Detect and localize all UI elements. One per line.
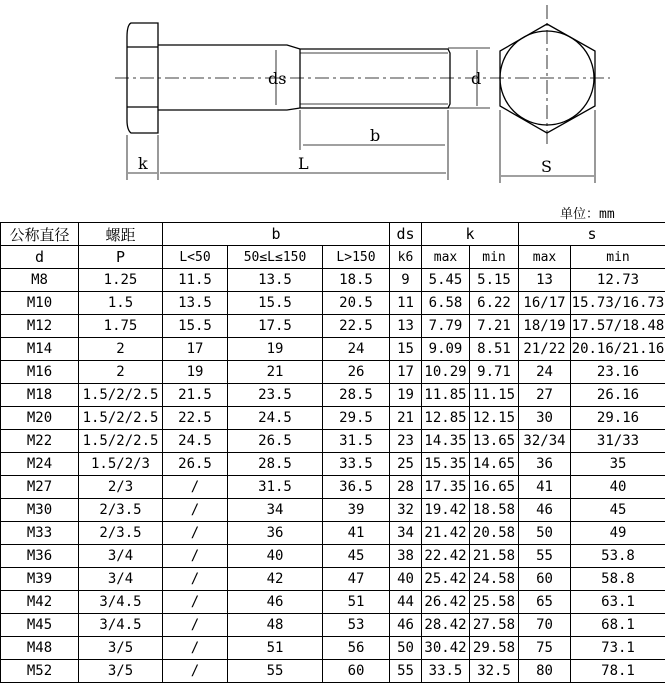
table-cell: 48 (228, 614, 323, 637)
table-cell: 14.65 (470, 453, 519, 476)
table-cell: / (163, 545, 228, 568)
table-cell: 22.5 (323, 315, 390, 338)
table-cell: 17 (163, 338, 228, 361)
table-cell: 33.5 (323, 453, 390, 476)
table-cell: 12.15 (470, 407, 519, 430)
table-cell: 70 (519, 614, 571, 637)
table-cell: 42 (228, 568, 323, 591)
table-cell: 15 (390, 338, 422, 361)
unit-label: 单位：mm (560, 203, 615, 222)
table-cell: 24 (519, 361, 571, 384)
table-row (1, 453, 665, 476)
S-label: S (541, 157, 552, 176)
table-cell: 46 (228, 591, 323, 614)
table-cell: 13.5 (228, 269, 323, 292)
table-cell: 15.5 (163, 315, 228, 338)
table-cell: 19.42 (422, 499, 470, 522)
header-k: k (422, 223, 519, 246)
table-cell: 45 (323, 545, 390, 568)
table-cell: 3/4 (79, 545, 163, 568)
table-cell: 40 (228, 545, 323, 568)
table-cell: 45 (571, 499, 665, 522)
header-p-top: 螺距 (79, 223, 163, 246)
header-s-sub: max (519, 246, 571, 269)
table-row (1, 315, 665, 338)
table-cell: 19 (228, 338, 323, 361)
table-cell: / (163, 591, 228, 614)
table-cell: 20.58 (470, 522, 519, 545)
hex-end-view (500, 24, 595, 133)
table-row (1, 384, 665, 407)
table-cell: 75 (519, 637, 571, 660)
table-cell: / (163, 660, 228, 683)
table-cell: 1.5/2/3 (79, 453, 163, 476)
table-row (1, 545, 665, 568)
table-cell: 53 (323, 614, 390, 637)
table-cell: / (163, 568, 228, 591)
table-cell: 23.5 (228, 384, 323, 407)
table-cell: M45 (1, 614, 79, 637)
table-cell: 21 (390, 407, 422, 430)
table-cell: 22.42 (422, 545, 470, 568)
table-cell: 24.5 (163, 430, 228, 453)
table-cell: 3/5 (79, 660, 163, 683)
table-row (1, 614, 665, 637)
table-cell: 41 (519, 476, 571, 499)
table-cell: 1.25 (79, 269, 163, 292)
table-cell: 68.1 (571, 614, 665, 637)
table-cell: 1.5/2/2.5 (79, 407, 163, 430)
table-cell: 2/3.5 (79, 499, 163, 522)
table-cell: 3/4.5 (79, 614, 163, 637)
table-cell: 2 (79, 338, 163, 361)
table-cell: M24 (1, 453, 79, 476)
table-cell: 11.5 (163, 269, 228, 292)
table-cell: 16/17 (519, 292, 571, 315)
table-cell: 9.71 (470, 361, 519, 384)
header-k-sub: max (422, 246, 470, 269)
table-cell: 38 (390, 545, 422, 568)
table-cell: 50 (519, 522, 571, 545)
table-row (1, 338, 665, 361)
table-cell: 23.16 (571, 361, 665, 384)
table-cell: 21 (228, 361, 323, 384)
table-cell: 15.5 (228, 292, 323, 315)
table-cell: 26.16 (571, 384, 665, 407)
table-cell: 78.1 (571, 660, 665, 683)
table-cell: / (163, 522, 228, 545)
table-cell: 55 (390, 660, 422, 683)
table-cell: 31/33 (571, 430, 665, 453)
table-cell: 11.85 (422, 384, 470, 407)
table-cell: 40 (390, 568, 422, 591)
table-cell: 60 (323, 660, 390, 683)
table-cell: 31.5 (323, 430, 390, 453)
table-cell: 1.5 (79, 292, 163, 315)
table-row (1, 499, 665, 522)
table-cell: 7.79 (422, 315, 470, 338)
table-cell: 36 (228, 522, 323, 545)
table-row (1, 269, 665, 292)
table-cell: 1.5/2/2.5 (79, 430, 163, 453)
table-cell: 55 (228, 660, 323, 683)
table-row (1, 361, 665, 384)
table-cell: 24.58 (470, 568, 519, 591)
table-cell: 50 (390, 637, 422, 660)
table-cell: 40 (571, 476, 665, 499)
table-cell: 19 (163, 361, 228, 384)
table-cell: 11 (390, 292, 422, 315)
table-cell: 26.5 (163, 453, 228, 476)
table-cell: 17 (390, 361, 422, 384)
table-row (1, 568, 665, 591)
k-label: k (138, 154, 148, 173)
table-cell: 25 (390, 453, 422, 476)
table-cell: 28 (390, 476, 422, 499)
table-cell: M12 (1, 315, 79, 338)
table-cell: 51 (228, 637, 323, 660)
table-cell: 36 (519, 453, 571, 476)
table-cell: 32 (390, 499, 422, 522)
table-cell: M42 (1, 591, 79, 614)
table-cell: 53.8 (571, 545, 665, 568)
table-cell: 22.5 (163, 407, 228, 430)
header-ds: ds (390, 223, 422, 246)
ds-label: ds (268, 69, 286, 88)
table-cell: 5.15 (470, 269, 519, 292)
table-cell: 6.58 (422, 292, 470, 315)
table-cell: 44 (390, 591, 422, 614)
table-cell: 17.35 (422, 476, 470, 499)
table-cell: 26.5 (228, 430, 323, 453)
table-cell: 65 (519, 591, 571, 614)
table-cell: 30.42 (422, 637, 470, 660)
table-cell: 1.75 (79, 315, 163, 338)
table-cell: 34 (390, 522, 422, 545)
table-cell: 15.35 (422, 453, 470, 476)
table-cell: 13.5 (163, 292, 228, 315)
table-cell: 20.5 (323, 292, 390, 315)
table-cell: 47 (323, 568, 390, 591)
table-row (1, 660, 665, 683)
table-cell: 18.5 (323, 269, 390, 292)
table-cell: 9 (390, 269, 422, 292)
table-cell: 11.15 (470, 384, 519, 407)
table-cell: M8 (1, 269, 79, 292)
table-cell: M33 (1, 522, 79, 545)
table-cell: M27 (1, 476, 79, 499)
table-cell: 25.58 (470, 591, 519, 614)
table-cell: 58.8 (571, 568, 665, 591)
table-cell: M36 (1, 545, 79, 568)
table-row (1, 430, 665, 453)
bolt-dimension-table (0, 222, 665, 683)
table-cell: 21.42 (422, 522, 470, 545)
table-cell: 12.73 (571, 269, 665, 292)
header-d-top: 公称直径 (1, 223, 79, 246)
table-cell: 32.5 (470, 660, 519, 683)
header-s-sub: min (571, 246, 665, 269)
table-cell: 7.21 (470, 315, 519, 338)
header-ds-bottom: k6 (390, 246, 422, 269)
b-label: b (370, 126, 380, 145)
table-cell: 23 (390, 430, 422, 453)
table-cell: 10.29 (422, 361, 470, 384)
table-cell: 46 (519, 499, 571, 522)
table-cell: / (163, 614, 228, 637)
table-cell: 28.5 (323, 384, 390, 407)
table-cell: M20 (1, 407, 79, 430)
table-cell: 8.51 (470, 338, 519, 361)
table-cell: 80 (519, 660, 571, 683)
table-cell: 2 (79, 361, 163, 384)
table-cell: 36.5 (323, 476, 390, 499)
table-cell: 31.5 (228, 476, 323, 499)
header-b-sub: 50≤L≤150 (228, 246, 323, 269)
table-cell: 27.58 (470, 614, 519, 637)
table-row (1, 522, 665, 545)
table-cell: M18 (1, 384, 79, 407)
table-cell: 56 (323, 637, 390, 660)
table-cell: 51 (323, 591, 390, 614)
table-cell: 13 (390, 315, 422, 338)
table-row (1, 407, 665, 430)
table-cell: 15.73/16.73 (571, 292, 665, 315)
header-d-bottom: d (1, 246, 79, 269)
table-cell: 2/3.5 (79, 522, 163, 545)
table-cell: M52 (1, 660, 79, 683)
table-cell: / (163, 637, 228, 660)
table-cell: 28.42 (422, 614, 470, 637)
table-cell: 63.1 (571, 591, 665, 614)
table-cell: 27 (519, 384, 571, 407)
table-cell: 55 (519, 545, 571, 568)
table-cell: 3/4.5 (79, 591, 163, 614)
table-cell: 18/19 (519, 315, 571, 338)
table-cell: 26.42 (422, 591, 470, 614)
table-cell: 29.16 (571, 407, 665, 430)
header-b: b (163, 223, 390, 246)
table-cell: 34 (228, 499, 323, 522)
table-cell: 13.65 (470, 430, 519, 453)
bolt-drawing (0, 0, 665, 200)
table-cell: 21.5 (163, 384, 228, 407)
table-cell: M39 (1, 568, 79, 591)
table-cell: 18.58 (470, 499, 519, 522)
table-cell: M14 (1, 338, 79, 361)
table-cell: 20.16/21.16 (571, 338, 665, 361)
table-cell: 3/4 (79, 568, 163, 591)
header-p-bottom: P (79, 246, 163, 269)
header-b-sub: L>150 (323, 246, 390, 269)
table-cell: M48 (1, 637, 79, 660)
table-cell: 21/22 (519, 338, 571, 361)
table-cell: 32/34 (519, 430, 571, 453)
table-cell: 1.5/2/2.5 (79, 384, 163, 407)
table-cell: 29.5 (323, 407, 390, 430)
table-cell: 17.57/18.48 (571, 315, 665, 338)
table-cell: 12.85 (422, 407, 470, 430)
header-k-sub: min (470, 246, 519, 269)
table-cell: 39 (323, 499, 390, 522)
table-cell: 13 (519, 269, 571, 292)
table-row (1, 292, 665, 315)
table-cell: 16.65 (470, 476, 519, 499)
header-b-sub: L<50 (163, 246, 228, 269)
d-label: d (471, 69, 481, 88)
table-cell: 3/5 (79, 637, 163, 660)
table-cell: 35 (571, 453, 665, 476)
table-cell: 17.5 (228, 315, 323, 338)
table-row (1, 591, 665, 614)
table-cell: M22 (1, 430, 79, 453)
table-cell: 46 (390, 614, 422, 637)
table-cell: 6.22 (470, 292, 519, 315)
table-cell: 30 (519, 407, 571, 430)
table-cell: 60 (519, 568, 571, 591)
table-cell: 49 (571, 522, 665, 545)
table-cell: 33.5 (422, 660, 470, 683)
table-cell: 73.1 (571, 637, 665, 660)
table-cell: 14.35 (422, 430, 470, 453)
table-cell: M10 (1, 292, 79, 315)
table-cell: 24 (323, 338, 390, 361)
L-label: L (298, 154, 309, 173)
table-cell: 29.58 (470, 637, 519, 660)
table-cell: 28.5 (228, 453, 323, 476)
table-cell: 5.45 (422, 269, 470, 292)
table-cell: 2/3 (79, 476, 163, 499)
table-cell: 24.5 (228, 407, 323, 430)
table-row (1, 637, 665, 660)
table-row (1, 476, 665, 499)
table-cell: M16 (1, 361, 79, 384)
header-s: s (519, 223, 665, 246)
table-cell: 19 (390, 384, 422, 407)
table-cell: 21.58 (470, 545, 519, 568)
table-cell: 25.42 (422, 568, 470, 591)
table-cell: 9.09 (422, 338, 470, 361)
table-cell: / (163, 476, 228, 499)
table-cell: 26 (323, 361, 390, 384)
table-cell: M30 (1, 499, 79, 522)
table-cell: / (163, 499, 228, 522)
table-cell: 41 (323, 522, 390, 545)
